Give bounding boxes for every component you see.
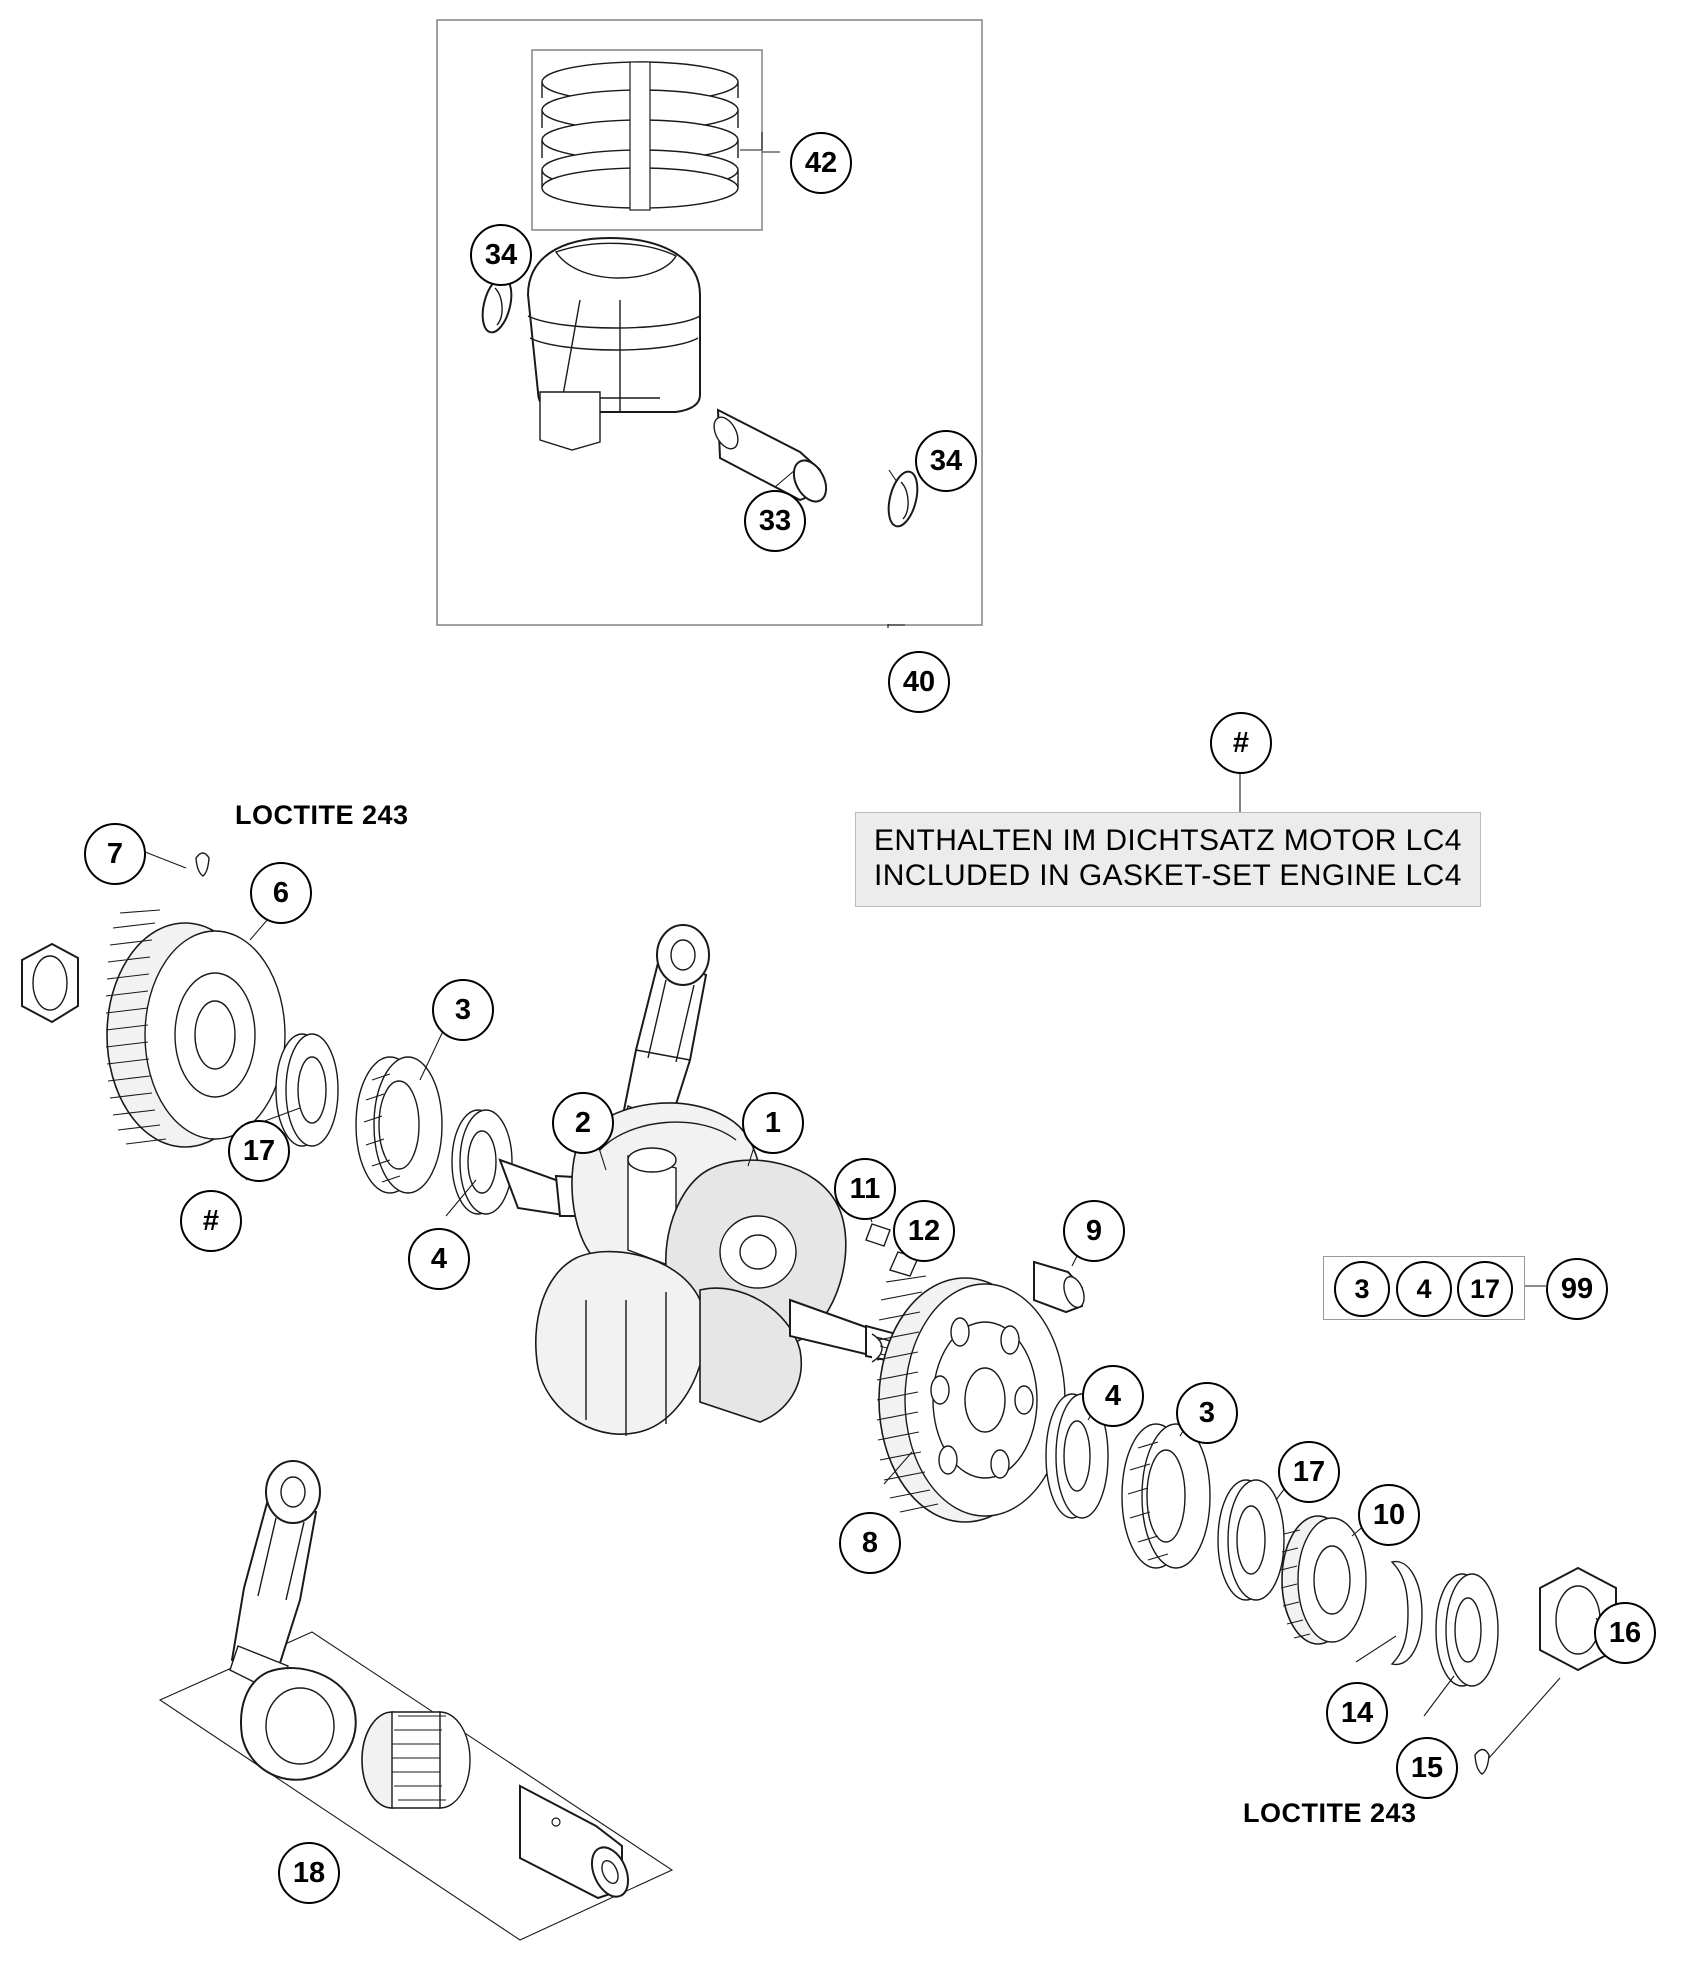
- callout-15[interactable]: 15: [1396, 1737, 1458, 1799]
- piston: [528, 238, 700, 450]
- gasket-set-note-line1: ENTHALTEN IM DICHTSATZ MOTOR LC4: [874, 824, 1462, 857]
- callout-3-left[interactable]: 3: [432, 979, 494, 1041]
- circlip-right: [884, 469, 923, 530]
- callout-3-kit[interactable]: 3: [1334, 1261, 1390, 1317]
- gasket-set-note: [855, 812, 1481, 907]
- callout-34-right[interactable]: 34: [915, 430, 977, 492]
- callout-4-left[interactable]: 4: [408, 1228, 470, 1290]
- gasket-set-note-line2: INCLUDED IN GASKET-SET ENGINE LC4: [874, 859, 1462, 893]
- callout-4-kit[interactable]: 4: [1396, 1261, 1452, 1317]
- piston-rings: [542, 62, 738, 210]
- callout-18[interactable]: 18: [278, 1842, 340, 1904]
- needle-bearing: [362, 1712, 470, 1808]
- crank-pin-18: [520, 1786, 635, 1902]
- callout-17-kit[interactable]: 17: [1457, 1261, 1513, 1317]
- loctite-label-top: LOCTITE 243: [235, 800, 409, 830]
- callout-2[interactable]: 2: [552, 1092, 614, 1154]
- callout-10[interactable]: 10: [1358, 1484, 1420, 1546]
- callout-40[interactable]: 40: [888, 651, 950, 713]
- callout-16[interactable]: 16: [1594, 1602, 1656, 1664]
- callout-14[interactable]: 14: [1326, 1682, 1388, 1744]
- callout-99[interactable]: 99: [1546, 1258, 1608, 1320]
- circlip-14: [1392, 1562, 1422, 1665]
- dowel-pin-9: [1034, 1250, 1088, 1312]
- nut-7: [22, 944, 78, 1022]
- drive-gear-6: [106, 910, 285, 1147]
- loctite-drop-bottom: [1475, 1750, 1489, 1775]
- callout-33[interactable]: 33: [744, 490, 806, 552]
- callout-17-left[interactable]: 17: [228, 1120, 290, 1182]
- callout-11[interactable]: 11: [834, 1158, 896, 1220]
- callout-hash-top[interactable]: #: [1210, 712, 1272, 774]
- callout-12[interactable]: 12: [893, 1200, 955, 1262]
- callout-3-right[interactable]: 3: [1176, 1382, 1238, 1444]
- callout-7[interactable]: 7: [84, 823, 146, 885]
- callout-1[interactable]: 1: [742, 1092, 804, 1154]
- conrod-kit-18: [160, 1461, 672, 1940]
- callout-6[interactable]: 6: [250, 862, 312, 924]
- callout-4-right[interactable]: 4: [1082, 1365, 1144, 1427]
- stack-left: [276, 1034, 512, 1214]
- callout-hash-left[interactable]: #: [180, 1190, 242, 1252]
- loctite-drop-top: [196, 853, 209, 876]
- woodruff-key-11: [866, 1224, 890, 1246]
- callout-34-left[interactable]: 34: [470, 224, 532, 286]
- gear-8: [877, 1276, 1065, 1522]
- callout-9[interactable]: 9: [1063, 1200, 1125, 1262]
- callout-42[interactable]: 42: [790, 132, 852, 194]
- crankshaft: [500, 1103, 900, 1436]
- connecting-rod-lower: [230, 1461, 356, 1780]
- loctite-label-bottom: LOCTITE 243: [1243, 1798, 1417, 1828]
- callout-8[interactable]: 8: [839, 1512, 901, 1574]
- callout-17-right[interactable]: 17: [1278, 1441, 1340, 1503]
